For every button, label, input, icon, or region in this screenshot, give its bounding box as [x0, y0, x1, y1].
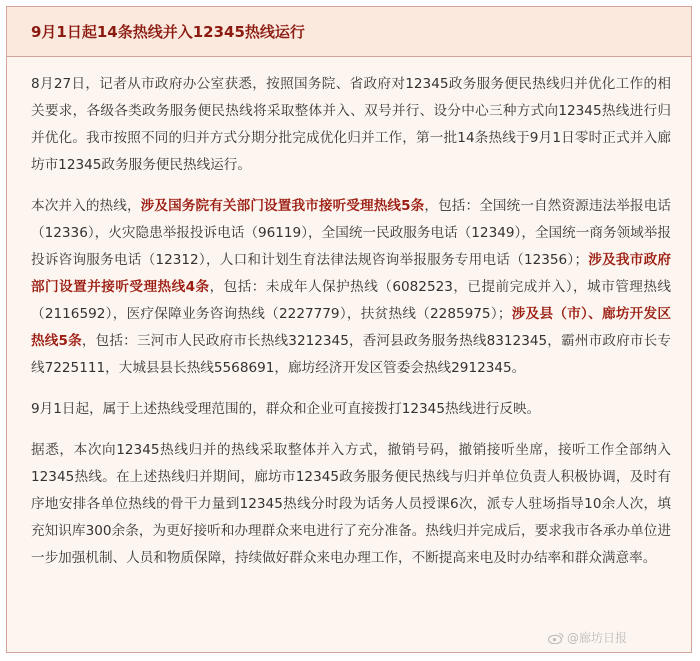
highlight-state-council-hotlines: 涉及国务院有关部门设置我市接听受理热线5条: [140, 198, 425, 214]
highlight-city-hotlines: 涉及我市政府部门设置并接听受理热线4条: [31, 252, 672, 295]
watermark: [548, 629, 627, 646]
paragraph-hotlines: [31, 193, 671, 382]
hotlines-text-1: 本次并入的热线，: [31, 198, 141, 214]
hotlines-text-2: ，包括：全国统一自然资源违法举报电话（12336），火灾隐患举报投诉电话（96119），全国统一民政服务电话（12349），全国统一商务领域举报投诉咨询服务电话（12312），人口和计划生育法律法规咨询举报服务专用电话（12356）；: [31, 198, 672, 268]
paragraph-start-date: 9月1日起，属于上述热线受理范围的，群众和企业可直接拨打12345热线进行反映。: [31, 401, 541, 417]
paragraph-intro: 8月27日，记者从市政府办公室获悉，按照国务院、省政府对12345政务服务便民热线归并优化工作的相关要求，各级各类政务服务便民热线将采取整体并入、双号并行、设分中心三种方式向12345热线进行归并优化。我市按照不同的归并方式分期分批完成优化归并工作，第一批14条热线于9月1日零时正式并入廊坊市12345政务服务便民热线运行。: [31, 76, 671, 173]
highlight-county-hotlines: 涉及县（市）、廊坊开发区热线5条: [31, 306, 671, 349]
paragraph-details: 据悉，本次向12345热线归并的热线采取整体并入方式，撤销号码，撤销接听坐席，接听工作全部纳入12345热线。在上述热线归并期间，廊坊市12345政务服务便民热线与归并单位负责人积极协调，及时有序地安排各单位热线的骨干力量到12345热线分时段为话务人员授课6次，派专人驻场指导10余人次，填充知识库300余条，为更好接听和办理群众来电进行了充分准备。热线归并完成后，要求我市各承办单位进一步加强机制、人员和物质保障，持续做好群众来电办理工作，不断提高来电及时办结率和群众满意率。: [31, 442, 671, 566]
watermark-text: @廊坊日报: [566, 631, 627, 645]
hotlines-text-4: ，包括：三河市人民政府市长热线3212345，香河县政务服务热线8312345，霸州市政府市长专线7225111，大城县县长热线5568691，廊坊经济开发区管委会热线2912345。: [31, 333, 671, 376]
weibo-icon: [548, 632, 564, 644]
title-bar: [7, 7, 691, 57]
article-card: [6, 6, 692, 653]
article-body: [31, 71, 671, 586]
article-title: 9月1日起14条热线并入12345热线运行: [31, 23, 305, 41]
hotlines-text-3: ，包括：未成年人保护热线（6082523，已提前完成并入），城市管理热线（2116592），医疗保障业务咨询热线（2227779），扶贫热线（2285975）；: [31, 279, 671, 322]
